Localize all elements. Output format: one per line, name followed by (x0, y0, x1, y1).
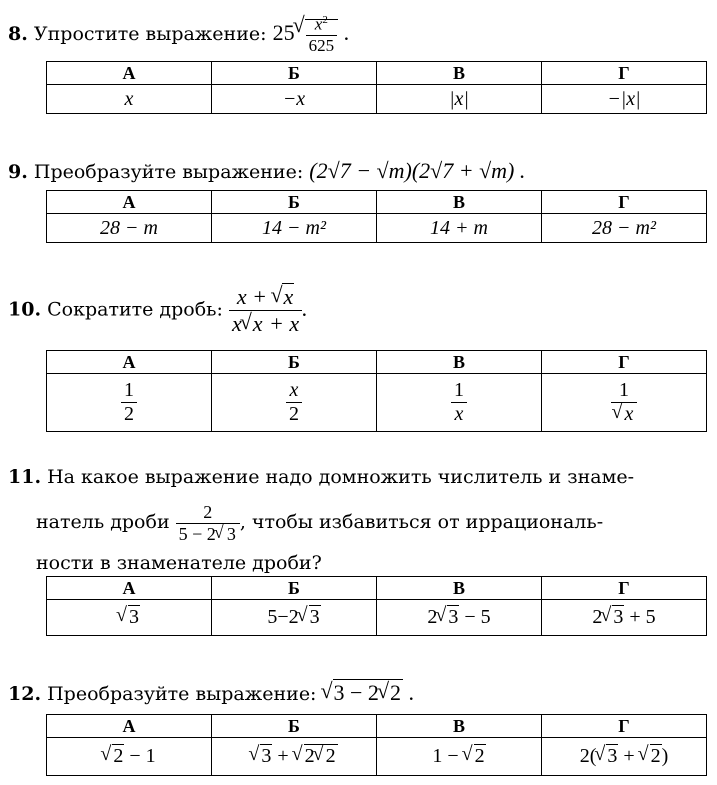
option-answer-g: 2(√ 3 + √ 2) (542, 738, 707, 776)
problem-number: 12. (8, 683, 42, 705)
option-header-v: В (377, 191, 542, 214)
option-header-b: Б (212, 62, 377, 85)
option-header-b: Б (212, 715, 377, 738)
problem-prompt: натель дроби (36, 510, 170, 533)
option-header-v: В (377, 62, 542, 85)
option-header-g: Г (542, 62, 707, 85)
answer-table-12 (46, 714, 707, 776)
option-header-b: Б (212, 191, 377, 214)
problem-expression: (2√7 − √m)(2√7 + √m) . (309, 158, 526, 183)
option-header-a: А (47, 191, 212, 214)
option-header-a: А (47, 351, 212, 374)
problem-expression: √ 3 − 2√ 2 . (323, 680, 414, 705)
option-answer-a: 28 − m (47, 214, 212, 243)
option-answer-g: −|x| (542, 85, 707, 114)
option-answer-a: √ 2 − 1 (47, 738, 212, 776)
problem-number: 11. (8, 466, 42, 488)
option-answer-b: −x (212, 85, 377, 114)
option-header-v: В (377, 577, 542, 600)
problem-prompt: Упростите выражение: (33, 22, 267, 45)
answer-table-9 (46, 190, 707, 243)
option-answer-a: √ 3 (47, 600, 212, 636)
option-answer-b: $\frac{x}{2}$ (212, 374, 377, 432)
problem-12-statement (8, 680, 414, 706)
problem-11-line-1 (8, 466, 634, 488)
problem-prompt: Преобразуйте выражение: (47, 683, 317, 705)
problem-11-line-2 (36, 502, 603, 545)
option-answer-v: $\frac{1}{x}$ (377, 374, 542, 432)
option-header-g: Г (542, 577, 707, 600)
option-answer-v: 1 − √ 2 (377, 738, 542, 776)
problem-number: 9. (8, 161, 28, 183)
option-answer-b: 14 − m² (212, 214, 377, 243)
problem-prompt: , чтобы избавиться от иррациональ- (239, 510, 604, 533)
problem-number: 10. (8, 298, 42, 321)
option-answer-v: 14 + m (377, 214, 542, 243)
problem-number: 8. (8, 22, 28, 45)
option-header-v: В (377, 715, 542, 738)
option-answer-a: x (47, 85, 212, 114)
answer-table-10 (46, 350, 707, 432)
problem-10-statement (8, 284, 308, 337)
option-header-b: Б (212, 577, 377, 600)
option-answer-a: $\frac{1}{2}$ (47, 374, 212, 432)
option-answer-b: √ 3 + √ 2√ 2 (212, 738, 377, 776)
problem-8-statement (8, 14, 349, 56)
problem-prompt: Преобразуйте выражение: (33, 161, 304, 183)
problem-prompt: На какое выражение надо домножить числитель и знаме- (47, 466, 635, 488)
problem-prompt: ности в знаменателе дроби? (36, 552, 322, 574)
problem-prompt: Сократите дробь: (47, 298, 223, 321)
option-header-g: Г (542, 191, 707, 214)
answer-table-8 (46, 61, 707, 114)
option-answer-g: 2√ 3 + 5 (542, 600, 707, 636)
option-answer-g: 1 √ x (542, 374, 707, 432)
option-answer-v: 2√ 3 − 5 (377, 600, 542, 636)
problem-9-statement (8, 158, 525, 184)
option-header-g: Г (542, 715, 707, 738)
option-header-v: В (377, 351, 542, 374)
problem-11-line-3 (36, 552, 322, 574)
option-header-g: Г (542, 351, 707, 374)
problem-expression: $\frac{x + √ x}{x√ x + x}$ . (229, 296, 308, 321)
problem-expression: 25 √ $\frac{x^2}{625}$ . (273, 20, 350, 45)
option-answer-v: |x| (377, 85, 542, 114)
problem-expression: $\frac{2}{5 - 2√ 3}$ (176, 512, 240, 533)
option-header-a: А (47, 62, 212, 85)
answer-table-11 (46, 576, 707, 636)
option-answer-g: 28 − m² (542, 214, 707, 243)
option-header-b: Б (212, 351, 377, 374)
option-header-a: А (47, 715, 212, 738)
option-answer-b: 5−2√ 3 (212, 600, 377, 636)
option-header-a: А (47, 577, 212, 600)
